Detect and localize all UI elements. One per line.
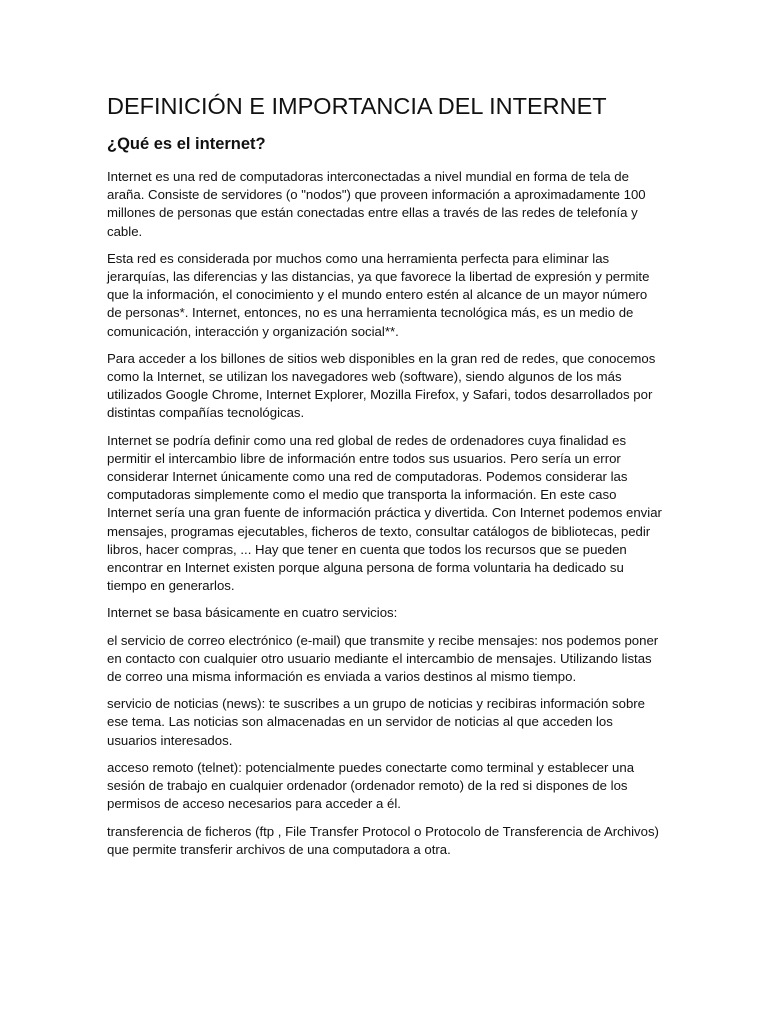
paragraph-services-intro: Internet se basa básicamente en cuatro servicios: [107,605,398,621]
paragraph-browsers: Para acceder a los billones de sitios web disponibles en la gran red de redes, que conocemos como la Internet, se utilizan los navegadores web (software), siendo algunos de los más utilizados Google Chrome, Internet Explorer, Mozilla Firefox, y Safari, todos desarrollados por distintas compañías tecnológicas. [107,350,656,421]
paragraph-social-tool: Esta red es considerada por muchos como una herramienta perfecta para eliminar las jerarquías, las diferencias y las distancias, ya que favorece la libertad de expresión y permite que la información, el conocimiento y el mundo entero estén al alcance de un mayor número de personas*. Internet, entonces, no es una herramienta tecnológica más, es un medio de comunicación, interacción y organización social**. [107,250,650,339]
document-page [107,90,663,868]
paragraph-definition: Internet es una red de computadoras interconectadas a nivel mundial en forma de tela de araña. Consiste de servidores (o "nodos") que proveen información a aproximadamente 100 millones de personas que están conectadas entre ellas a través de las redes de telefonía y cable. [107,169,646,239]
paragraph-news-service: servicio de noticias (news): te suscribes a un grupo de noticias y recibiras información sobre ese tema. Las noticias son almacenadas en un servidor de noticias al que acceden los usuarios interesados. [107,696,646,748]
paragraph-global-network: Internet se podría definir como una red global de redes de ordenadores cuya finalidad es permitir el intercambio libre de información entre todos sus usuarios. Pero sería un error considerar Internet únicamente como una red de computadoras. Podemos considerar las computadoras simplemente como el medio que transporta la información. En este caso Internet sería una gran fuente de información práctica y divertida. Con Internet podemos enviar mensajes, programas ejecutables, ficheros de texto, consultar catálogos de bibliotecas, pedir libros, hacer compras, ... Hay que tener en cuenta que todos los recursos que se pueden encontrar en Internet existen porque alguna persona de forma voluntaria ha dedicado su tiempo en generarlos. [107,432,662,594]
section-heading: ¿Qué es el internet? [107,135,266,153]
paragraph-telnet-service: acceso remoto (telnet): potencialmente puedes conectarte como terminal y establecer una sesión de trabajo en cualquier ordenador (ordenador remoto) de la red si dispones de los permisos de acceso necesarios para acceder a él. [107,759,635,812]
paragraph-ftp-service: transferencia de ficheros (ftp , File Transfer Protocol o Protocolo de Transferencia de Archivos) que permite transferir archivos de una computadora a otra. [107,823,659,857]
paragraph-email-service: el servicio de correo electrónico (e-mail) que transmite y recibe mensajes: nos podemos poner en contacto con cualquier otro usuario mediante el intercambio de mensajes. Utilizando listas de correo una misma información es enviada a varios destinos al mismo tiempo. [107,632,659,685]
document-title: DEFINICIÓN E IMPORTANCIA DEL INTERNET [107,93,607,119]
